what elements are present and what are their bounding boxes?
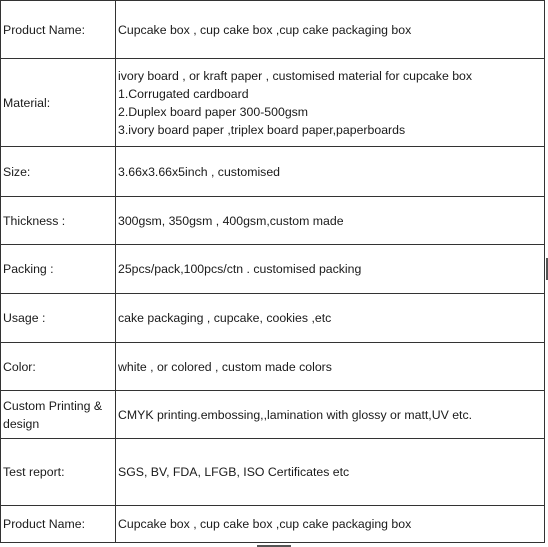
value-line: 25pcs/pack,100pcs/ctn . customised packing [118,262,362,276]
value-line: 3.66x3.66x5inch , customised [118,164,281,179]
value-line: white , or colored , custom made colors [118,359,332,374]
table-row [1,59,545,147]
value-line: Cupcake box , cup cake box ,cup cake packaging box [118,22,412,37]
table-row [1,1,545,59]
row-label: Test report: [1,439,116,506]
row-value [116,439,545,506]
row-value [116,343,545,391]
row-label: Size: [1,147,116,197]
row-label: Color: [1,343,116,391]
row-label: Usage : [1,294,116,343]
row-value [116,294,545,343]
row-value [116,59,545,147]
row-value [116,1,545,59]
value-line: 300gsm, 350gsm , 400gsm,custom made [118,213,344,228]
table-row [1,197,545,245]
value-line: cake packaging , cupcake, cookies ,etc [118,311,332,325]
value-line: CMYK printing.embossing,,lamination with glossy or matt,UV etc. [118,407,473,422]
row-value [116,147,545,197]
table-row [1,343,545,391]
table-row [1,294,545,343]
value-line: Cupcake box , cup cake box ,cup cake packaging box [118,517,412,531]
table-row [1,506,545,543]
value-line: 1.Corrugated cardboard [118,86,249,101]
row-value [116,506,545,543]
table-row [1,391,545,439]
row-value [116,245,545,294]
row-value [116,391,545,439]
row-value [116,197,545,245]
row-label: Material: [1,59,116,147]
value-line: 2.Duplex board paper 300-500gsm [118,104,309,119]
row-label: Product Name: [1,1,116,59]
value-line: 3.ivory board paper ,triplex board paper,paperboards [118,122,406,137]
table-row [1,245,545,294]
value-line: ivory board , or kraft paper , customised material for cupcake box [118,68,473,83]
table-row [1,439,545,506]
row-label: Product Name: [1,506,116,543]
table-row [1,147,545,197]
value-line: SGS, BV, FDA, LFGB, ISO Certificates etc [118,465,350,479]
row-label: Custom Printing & design [1,391,116,439]
row-label: Thickness : [1,197,116,245]
row-label: Packing : [1,245,116,294]
